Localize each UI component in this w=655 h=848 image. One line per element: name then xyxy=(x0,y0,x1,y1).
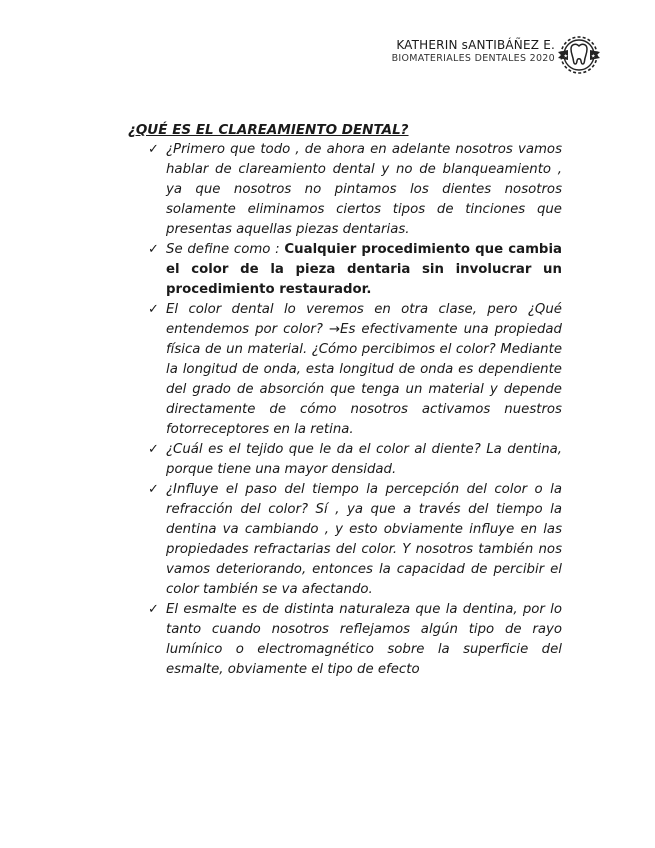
item-text: El esmalte es de distinta naturaleza que la dentina, por lo tanto cuando nosotros reflejamos algún tipo de rayo lumínico o electromagnético sobre la superficie del esmalte, obviamente el tipo de efecto xyxy=(166,602,562,677)
section-title: ¿QUÉ ES EL CLAREAMIENTO DENTAL? xyxy=(128,122,409,138)
author-name: KATHERIN sANTIBÁÑEZ E. xyxy=(396,38,555,52)
tooth-badge-icon xyxy=(552,28,606,82)
checkmark-icon: ✓ xyxy=(148,302,159,317)
list-item xyxy=(128,300,562,440)
item-text: ¿Primero que todo , de ahora en adelante nosotros vamos hablar de clareamiento dental y no de blanqueamiento , ya que nosotros no pintamos los dientes nosotros solamente eliminamos ciertos tipos de tinciones que presentas aquellas piezas dentarias. xyxy=(166,142,562,237)
item-text: ¿Influye el paso del tiempo la percepción del color o la refracción del color? Sí , ya que a través del tiempo la dentina va cambiando , y esto obviamente influye en las propiedades refractarias del color. Y nosotros también nos vamos deteriorando, entonces la capacidad de percibir el color también se va afectando. xyxy=(166,482,562,597)
svg-text:★: ★ xyxy=(563,53,568,60)
bullet-list xyxy=(128,140,562,680)
definition-text: Cualquier procedimiento que cambia el color de la pieza dentaria sin involucrar un procedimiento restaurador. xyxy=(166,242,562,297)
svg-text:★: ★ xyxy=(591,53,596,60)
checkmark-icon: ✓ xyxy=(148,442,159,457)
checkmark-icon: ✓ xyxy=(148,142,159,157)
list-item xyxy=(128,600,562,680)
item-text: ¿Cuál es el tejido que le da el color al diente? La dentina, porque tiene una mayor densidad. xyxy=(166,442,562,477)
page-header xyxy=(392,38,555,65)
course-subtitle: BIOMATERIALES DENTALES 2020 xyxy=(391,53,555,64)
list-item xyxy=(128,140,562,240)
checkmark-icon: ✓ xyxy=(148,482,159,497)
list-item xyxy=(128,240,562,300)
item-text: Se define como : xyxy=(166,242,285,257)
list-item xyxy=(128,440,562,480)
checkmark-icon: ✓ xyxy=(148,602,159,617)
checkmark-icon: ✓ xyxy=(148,242,159,257)
list-item xyxy=(128,480,562,600)
document-body xyxy=(128,120,562,680)
item-text: El color dental lo veremos en otra clase, pero ¿Qué entendemos por color? →Es efectivamente una propiedad física de un material. ¿Cómo percibimos el color? Mediante la longitud de onda, esta longitud de onda es dependiente del grado de absorción que tenga un material y depende directamente de cómo nosotros activamos nuestros fotorreceptores en la retina. xyxy=(166,302,562,437)
